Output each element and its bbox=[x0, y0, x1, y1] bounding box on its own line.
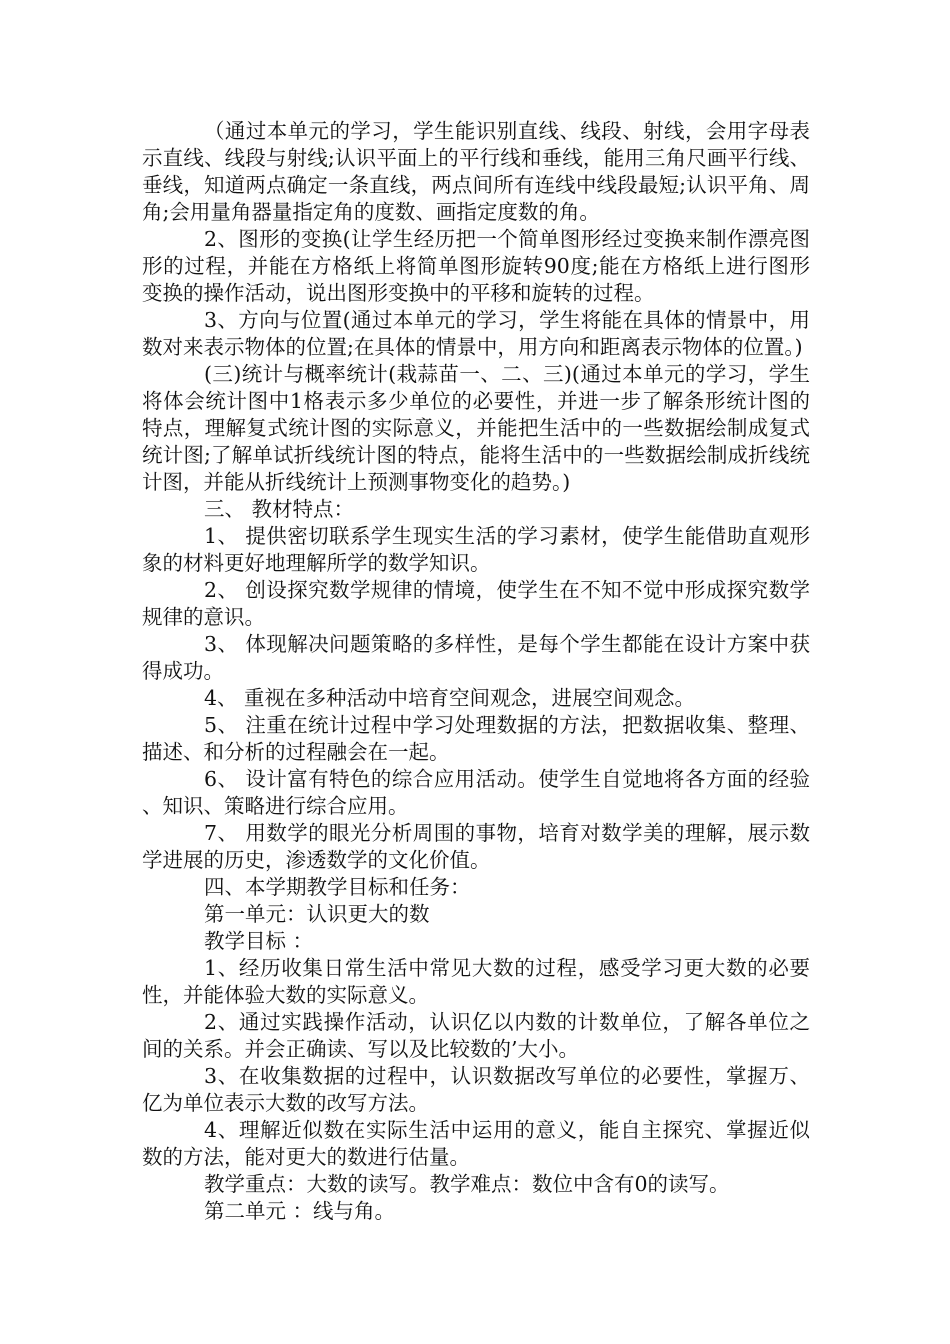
feature-item-2: 2、 创设探究数学规律的情境，使学生在不知不觉中形成探究数学规律的意识。 bbox=[142, 578, 810, 629]
section-heading-textbook-features: 三、 教材特点： bbox=[204, 497, 355, 521]
unit-one-title: 第一单元：认识更大的数 bbox=[204, 902, 430, 926]
feature-item-7: 7、 用数学的眼光分析周围的事物，培育对数学美的理解，展示数学进展的历史，渗透数学的文化价值。 bbox=[142, 821, 810, 872]
feature-item-6: 6、 设计富有特色的综合应用活动。使学生自觉地将各方面的经验、知识、策略进行综合应用。 bbox=[142, 767, 810, 818]
teaching-goals-label: 教学目标 ： bbox=[204, 929, 314, 953]
key-and-difficult-points: 教学重点：大数的读写。教学难点：数位中含有0的读写。 bbox=[204, 1172, 730, 1196]
paragraph-unit-intro: （通过本单元的学习，学生能识别直线、线段、射线，会用字母表示直线、线段与射线;认识平面上的平行线和垂线，能用三角尺画平行线、垂线，知道两点确定一条直线，两点间所有连线中线段最短;认识平角、周角;会用量角器量指定角的度数、画指定度数的角。 bbox=[142, 119, 810, 224]
goal-item-2: 2、通过实践操作活动，认识亿以内数的计数单位，了解各单位之间的关系。并会正确读、写以及比较数的’大小。 bbox=[142, 1010, 810, 1061]
paragraph-statistics: (三)统计与概率统计(栽蒜苗一、二、三)(通过本单元的学习，学生将体会统计图中1格表示多少单位的必要性，并进一步了解条形统计图的特点，理解复式统计图的实际意义，并能把生活中的一些数据绘制成复式统计图;了解单试折线统计图的特点，能将生活中的一些数据绘制成折线统计图，并能从折线统计上预测事物变化的趋势。) bbox=[142, 362, 810, 494]
feature-item-1: 1、 提供密切联系学生现实生活的学习素材，使学生能借助直观形象的材料更好地理解所学的数学知识。 bbox=[142, 524, 810, 575]
document-body bbox=[142, 118, 810, 1225]
paragraph-direction-position: 3、方向与位置(通过本单元的学习，学生将能在具体的情景中，用数对来表示物体的位置;在具体的情景中，用方向和距离表示物体的位置。) bbox=[142, 308, 810, 359]
goal-item-4: 4、理解近似数在实际生活中运用的意义，能自主探究、掌握近似数的方法，能对更大的数进行估量。 bbox=[142, 1118, 810, 1169]
unit-two-title: 第二单元 ：线与角。 bbox=[204, 1199, 396, 1223]
goal-item-1: 1、经历收集日常生活中常见大数的过程，感受学习更大数的必要性，并能体验大数的实际意义。 bbox=[142, 956, 810, 1007]
paragraph-shape-transform: 2、图形的变换(让学生经历把一个简单图形经过变换来制作漂亮图形的过程，并能在方格纸上将简单图形旋转90度;能在方格纸上进行图形变换的操作活动，说出图形变换中的平移和旋转的过程。 bbox=[142, 227, 810, 305]
section-heading-semester-goals: 四、本学期教学目标和任务： bbox=[204, 875, 471, 899]
feature-item-4: 4、 重视在多种活动中培育空间观念，进展空间观念。 bbox=[204, 686, 696, 710]
feature-item-3: 3、 体现解决问题策略的多样性，是每个学生都能在设计方案中获得成功。 bbox=[142, 632, 810, 683]
feature-item-5: 5、 注重在统计过程中学习处理数据的方法，把数据收集、整理、描述、和分析的过程融会在一起。 bbox=[142, 713, 810, 764]
goal-item-3: 3、在收集数据的过程中，认识数据改写单位的必要性，掌握万、亿为单位表示大数的改写方法。 bbox=[142, 1064, 810, 1115]
